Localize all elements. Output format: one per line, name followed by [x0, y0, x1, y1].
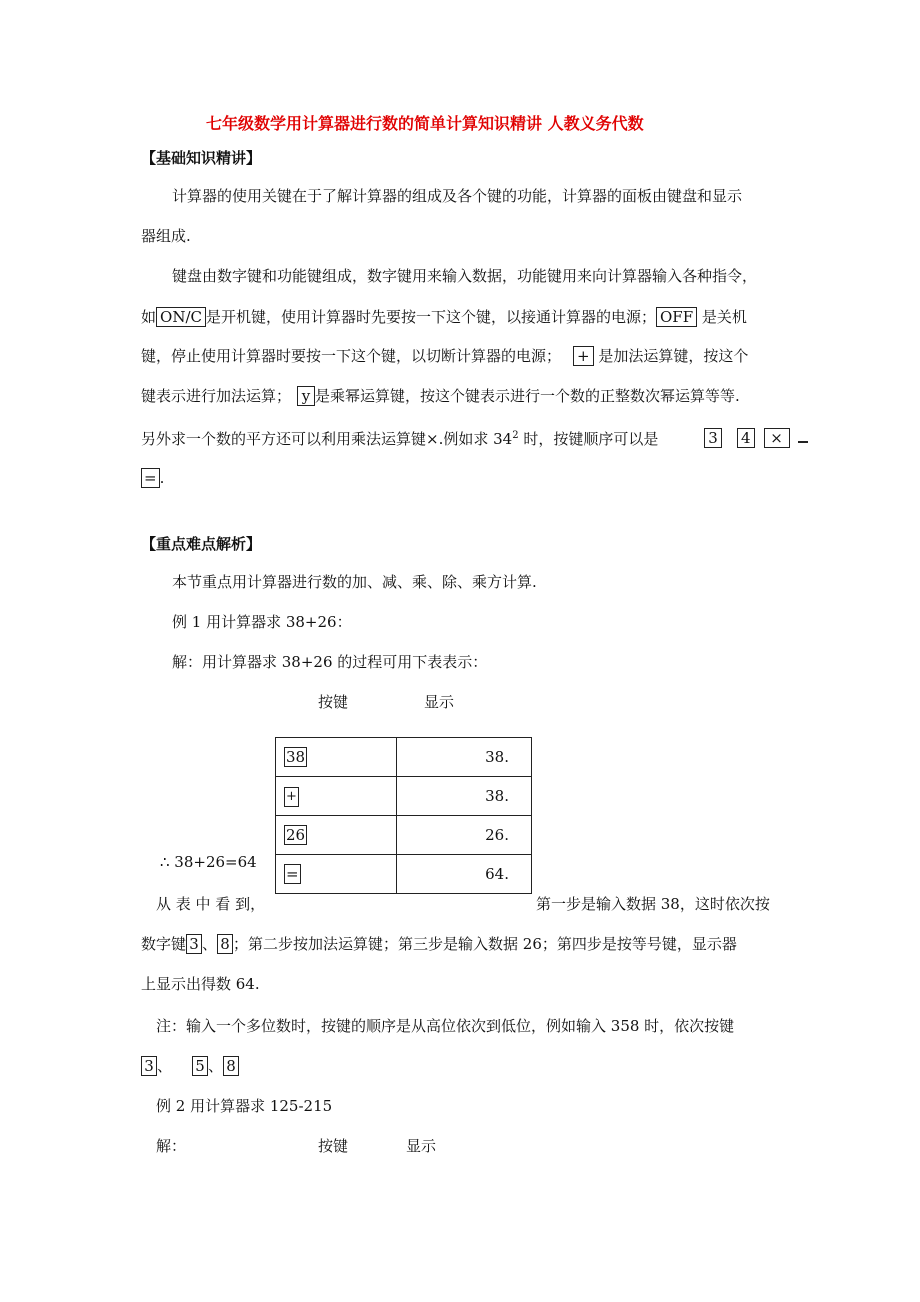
key-plus: + — [573, 346, 594, 366]
paragraph-line — [141, 346, 748, 366]
text-fragment: 、 — [208, 1057, 224, 1075]
text-fragment: 时，按键顺序可以是 — [518, 430, 659, 448]
paragraph-line — [141, 426, 658, 449]
key-power: y — [297, 386, 315, 406]
text-fragment: 是乘幂运算键，按这个键表示进行一个数的正整数次幂运算等等. — [315, 387, 740, 405]
table-cell-display: 38. — [397, 738, 532, 777]
table-cell-display: 26. — [397, 816, 532, 855]
paragraph-line: 第一步是输入数据 38，这时依次按 — [536, 895, 770, 913]
key-3: 3 — [704, 428, 722, 448]
table-row — [276, 816, 532, 855]
text-fragment: . — [159, 469, 165, 487]
table-cell-key — [276, 738, 397, 777]
text-fragment: 键，停止使用计算器时要按一下这个键，以切断计算器的电源； — [141, 347, 562, 365]
text-fragment: 、 — [157, 1057, 173, 1075]
text-fragment: 另外求一个数的平方还可以利用乘法运算键×.例如求 34 — [141, 430, 513, 448]
paragraph-line — [141, 468, 164, 488]
table-cell-display: 64. — [397, 855, 532, 894]
paragraph-line: 键盘由数字键和功能键组成，数字键用来输入数据，功能键用来向计算器输入各种指令， — [172, 267, 758, 285]
key-multiply: × — [764, 428, 790, 448]
column-header-keys: 按键 — [318, 1137, 349, 1155]
key-sequence — [704, 428, 808, 448]
key-plus: + — [284, 787, 299, 807]
table-row — [276, 738, 532, 777]
paragraph-line: 上显示出得数 64. — [141, 975, 260, 993]
page-title: 七年级数学用计算器进行数的简单计算知识精讲 人教义务代数 — [206, 114, 644, 133]
note-key-sequence — [141, 1056, 239, 1076]
key-38: 38 — [286, 748, 306, 766]
note-line: 注：输入一个多位数时，按键的顺序是从高位依次到低位，例如输入 358 时，依次按键 — [156, 1017, 735, 1035]
table-cell-key — [276, 777, 397, 816]
paragraph-line — [141, 386, 740, 406]
text-fragment: 键表示进行加法运算； — [141, 387, 292, 405]
paragraph-line: 从 表 中 看 到， — [156, 895, 266, 913]
text-fragment: ；第二步按加法运算键；第三步是输入数据 26；第四步是按等号键，显示器 — [233, 935, 737, 953]
column-header-keys: 按键 — [318, 693, 349, 711]
key-off: OFF — [656, 307, 697, 327]
key-8: 8 — [217, 934, 233, 954]
key-equals: = — [141, 468, 160, 488]
key-3: 3 — [186, 934, 202, 954]
paragraph-line: 解： — [156, 1137, 187, 1155]
section-heading-key-points: 【重点难点解析】 — [141, 535, 262, 553]
paragraph-line: 计算器的使用关键在于了解计算器的组成及各个键的功能，计算器的面板由键盘和显示 — [172, 187, 743, 205]
table-row — [276, 777, 532, 816]
key-equals: = — [286, 865, 299, 883]
key-display-table — [275, 737, 532, 894]
paragraph-line — [141, 307, 747, 327]
paragraph-line — [141, 934, 737, 954]
key-4: 4 — [737, 428, 755, 448]
key-blank — [798, 441, 808, 443]
table-cell-key — [276, 855, 397, 894]
paragraph-line: 解：用计算器求 38+26 的过程可用下表表示： — [172, 653, 488, 671]
therefore-statement: ∴ 38+26=64 — [160, 853, 257, 871]
key-on-c: ON/C — [156, 307, 206, 327]
key-26: 26 — [286, 826, 306, 844]
text-fragment: 是加法运算键，按这个 — [593, 347, 749, 365]
paragraph-line: 本节重点用计算器进行数的加、减、乘、除、乘方计算. — [172, 573, 537, 591]
superscript: 2 — [512, 430, 519, 441]
example-title: 例 1 用计算器求 38+26： — [172, 613, 352, 631]
text-fragment: 数字键 — [141, 935, 187, 953]
column-header-display: 显示 — [406, 1137, 437, 1155]
key-8: 8 — [223, 1056, 239, 1076]
table-cell-display: 38. — [397, 777, 532, 816]
text-fragment: 是关机 — [697, 308, 747, 326]
key-3: 3 — [141, 1056, 157, 1076]
text-fragment: 是开机键，使用计算器时先要按一下这个键，以接通计算器的电源； — [205, 308, 656, 326]
text-fragment: 如 — [141, 308, 157, 326]
key-5: 5 — [192, 1056, 208, 1076]
example-title: 例 2 用计算器求 125-215 — [156, 1097, 333, 1115]
table-row — [276, 855, 532, 894]
table-cell-key — [276, 816, 397, 855]
column-header-display: 显示 — [424, 693, 455, 711]
text-fragment: 、 — [202, 935, 218, 953]
section-heading-basics: 【基础知识精讲】 — [141, 149, 262, 167]
paragraph-line: 器组成. — [141, 227, 191, 245]
